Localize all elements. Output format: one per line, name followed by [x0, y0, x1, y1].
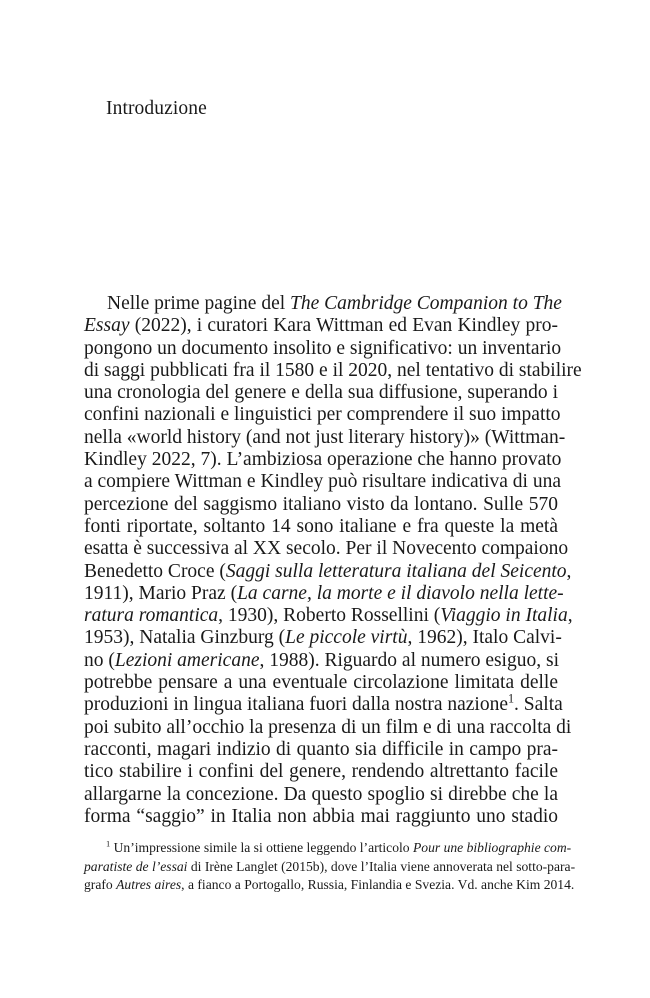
text-run: di Irène Langlet (2015b), dove l’Italia viene annoverata nel sotto-para- — [187, 858, 576, 874]
italic-text: Le piccole virtù — [285, 627, 408, 649]
text-run: una cronologia del genere e della sua diffusione, superando i — [84, 382, 558, 404]
text-line — [84, 784, 558, 806]
footnote-line — [84, 876, 575, 895]
text-run: produzioni in lingua italiana fuori dalla nostra nazione — [84, 694, 508, 716]
text-run: confini nazionali e linguistici per comprendere il suo impatto — [84, 404, 561, 426]
text-run: , 1988). Riguardo al numero esiguo, si — [259, 649, 559, 671]
text-run: no ( — [84, 649, 115, 671]
body-paragraph — [84, 293, 582, 828]
text-run: , 1930), Roberto Rossellini ( — [218, 605, 441, 627]
text-line — [84, 359, 582, 382]
text-run: a compiere Wittman e Kindley può risultare indicativa di una — [84, 471, 561, 493]
text-run: Benedetto Croce ( — [84, 560, 226, 582]
text-run: Un’impressione simile la si ottiene leggendo l’articolo — [110, 840, 413, 855]
chapter-title: Introduzione — [106, 98, 207, 119]
text-run: (2022), i curatori Kara Wittman ed Evan Kindley pro- — [129, 315, 558, 337]
text-run: grafo — [84, 877, 117, 892]
italic-text: Pour une bibliographie com- — [413, 840, 572, 855]
text-run: pongono un documento insolito e significativo: un inventario — [84, 337, 562, 359]
text-line — [84, 739, 558, 761]
text-line — [84, 337, 562, 360]
text-run: Kindley 2022, 7). L’ambiziosa operazione che hanno provato — [84, 449, 562, 471]
text-line — [84, 560, 572, 583]
text-line — [84, 761, 558, 783]
text-run: , a fianco a Portogallo, Russia, Finlandia e Svezia. Vd. anche Kim 2014. — [181, 877, 575, 892]
footnote-line — [84, 858, 576, 877]
text-line — [84, 404, 561, 426]
italic-text: Viaggio in Italia — [440, 605, 568, 627]
text-line — [84, 672, 558, 694]
text-run: , — [567, 605, 573, 627]
text-run: Nelle prime pagine del — [107, 293, 291, 314]
text-run: percezione del saggismo italiano visto da lontano. Sulle 570 — [84, 493, 558, 515]
text-run: 1911), Mario Praz ( — [84, 582, 238, 604]
footnote-marker: 1 — [106, 838, 111, 849]
text-line — [84, 582, 564, 605]
footnote-line — [84, 838, 572, 858]
text-line — [84, 382, 558, 404]
text-run: tico stabilire i confini del genere, rendendo altrettanto facile — [84, 761, 558, 783]
italic-text: Autres aires — [116, 877, 182, 892]
text-run: 1953), Natalia Ginzburg ( — [84, 627, 286, 649]
text-run: fonti riportate, soltanto 14 sono italiane e fra queste la metà — [84, 515, 558, 537]
text-line — [84, 806, 558, 828]
text-line — [84, 716, 572, 739]
text-line — [84, 426, 566, 449]
text-line — [84, 605, 573, 627]
text-line — [84, 293, 562, 315]
text-line — [84, 516, 558, 538]
text-run: racconti, magari indizio di quanto sia difficile in campo pra- — [84, 738, 558, 760]
text-run: , — [566, 560, 572, 582]
footnote — [84, 838, 576, 895]
italic-text: The Cambridge Companion to The — [290, 293, 562, 314]
text-run: forma “saggio” in Italia non abbia mai raggiunto uno stadio — [84, 805, 558, 827]
text-run: poi subito all’occhio la presenza di un film e di una raccolta di — [84, 716, 572, 738]
footnote-marker: 1 — [508, 691, 515, 706]
text-line — [84, 471, 561, 493]
text-line — [84, 315, 558, 337]
text-run: , 1962), Italo Calvi- — [407, 627, 562, 649]
italic-text: paratiste de l’essai — [84, 858, 188, 874]
italic-text: Saggi sulla letteratura italiana del Seicento — [225, 560, 567, 582]
text-line — [84, 449, 562, 471]
italic-text: ratura romantica — [84, 605, 219, 627]
text-run: allargarne la concezione. Da questo spoglio si direbbe che la — [84, 783, 558, 805]
italic-text: Lezioni americane — [114, 649, 260, 671]
text-run: potrebbe pensare a una eventuale circolazione limitata delle — [84, 672, 558, 694]
text-run: di saggi pubblicati fra il 1580 e il 2020, nel tentativo di stabilire — [84, 359, 582, 381]
italic-text: La carne, la morte e il diavolo nella lette- — [237, 582, 564, 604]
italic-text: Essay — [84, 315, 130, 337]
text-run: nella «world history (and not just literary history)» (Wittman- — [84, 426, 566, 448]
text-line — [84, 538, 569, 560]
text-line — [84, 494, 558, 516]
text-line — [84, 627, 562, 649]
text-run: esatta è successiva al XX secolo. Per il Novecento compaiono — [84, 538, 569, 560]
text-line — [84, 691, 563, 716]
text-line — [84, 650, 558, 672]
text-run: . Salta — [514, 694, 563, 716]
